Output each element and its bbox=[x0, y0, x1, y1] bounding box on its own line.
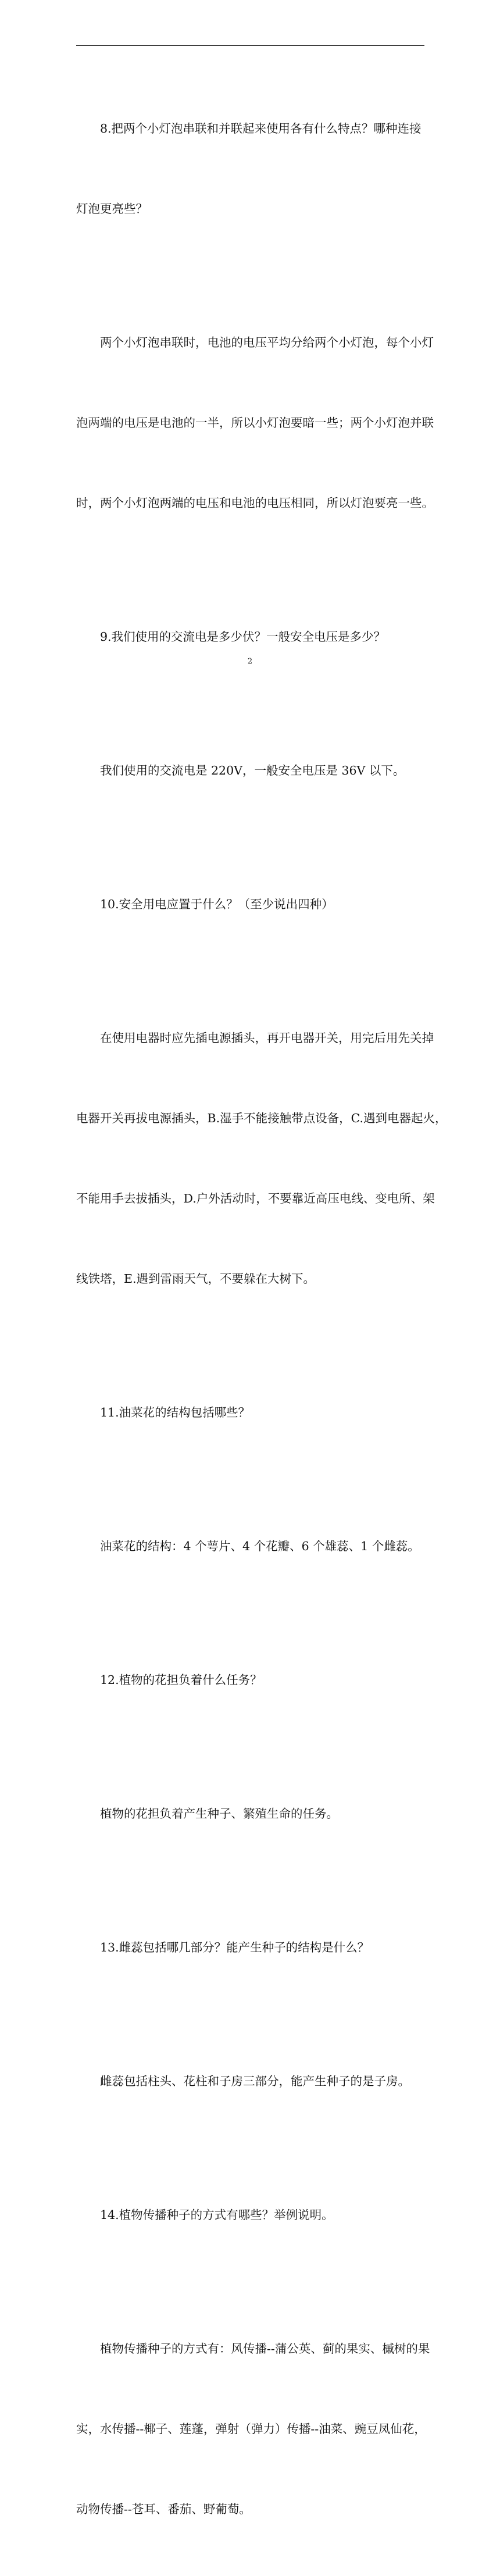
text-line: 9.我们使用的交流电是多少伏？一般安全电压是多少？ bbox=[100, 630, 386, 644]
text-line: 植物的花担负着产生种子、繁殖生命的任务。 bbox=[100, 1807, 338, 1821]
text-line: 10.安全用电应置于什么？（至少说出四种） bbox=[100, 897, 334, 911]
text-line: 14.植物传播种子的方式有哪些？举例说明。 bbox=[100, 2208, 334, 2222]
text-line: 植物传播种子的方式有：风传播--蒲公英、蓟的果实、槭树的果 bbox=[100, 2342, 430, 2356]
text-line: 8.把两个小灯泡串联和并联起来使用各有什么特点？哪种连接 bbox=[100, 122, 422, 135]
text-line: 11.油菜花的结构包括哪些？ bbox=[100, 1405, 251, 1419]
question-8 bbox=[76, 62, 428, 276]
answer-12 bbox=[76, 1747, 428, 1881]
header-rule bbox=[76, 45, 424, 46]
answer-8 bbox=[76, 276, 434, 570]
text-line: 电器开关再拔电源插头，B.湿手不能接触带点设备，C.遇到电器起火， bbox=[76, 1111, 447, 1125]
text-line: 动物传播--苍耳、番茄、野葡萄。 bbox=[76, 2502, 251, 2516]
document-body bbox=[76, 62, 447, 2576]
text-line: 灯泡更亮些？ bbox=[76, 202, 148, 216]
text-line: 12.植物的花担负着什么任务？ bbox=[100, 1673, 262, 1687]
text-line: 泡两端的电压是电池的一半，所以小灯泡要暗一些；两个小灯泡并联 bbox=[76, 416, 434, 430]
answer-9 bbox=[76, 704, 428, 837]
text-line: 我们使用的交流电是 220V，一般安全电压是 36V 以下。 bbox=[100, 763, 405, 777]
question-10 bbox=[76, 837, 428, 971]
question-11 bbox=[76, 1346, 428, 1479]
text-line: 13.雌蕊包括哪几部分？能产生种子的结构是什么？ bbox=[100, 1940, 370, 1954]
answer-14 bbox=[76, 2282, 428, 2576]
text-line: 两个小灯泡串联时，电池的电压平均分给两个小灯泡，每个小灯 bbox=[100, 336, 434, 349]
text-line: 实，水传播--椰子、莲蓬，弹射（弹力）传播--油菜、豌豆凤仙花， bbox=[76, 2422, 426, 2436]
answer-10 bbox=[76, 971, 447, 1346]
text-line: 雌蕊包括柱头、花柱和子房三部分，能产生种子的是子房。 bbox=[100, 2074, 410, 2088]
question-12 bbox=[76, 1613, 428, 1747]
text-line: 线铁塔，E.遇到雷雨天气，不要躲在大树下。 bbox=[76, 1272, 315, 1286]
question-9 bbox=[76, 570, 428, 704]
text-line: 不能用手去拔插头，D.户外活动时，不要靠近高压电线、变电所、架 bbox=[76, 1191, 435, 1205]
answer-13 bbox=[76, 2014, 428, 2148]
question-13 bbox=[76, 1881, 428, 2014]
text-line: 油菜花的结构：4 个萼片、4 个花瓣、6 个雄蕊、1 个雌蕊。 bbox=[100, 1539, 420, 1553]
text-line: 在使用电器时应先插电源插头，再开电器开关，用完后用先关掉 bbox=[100, 1031, 434, 1045]
question-14 bbox=[76, 2148, 428, 2282]
text-line: 时，两个小灯泡两端的电压和电池的电压相同，所以灯泡要亮一些。 bbox=[76, 496, 434, 510]
page-number: 2 bbox=[247, 657, 253, 666]
answer-11 bbox=[76, 1479, 428, 1613]
